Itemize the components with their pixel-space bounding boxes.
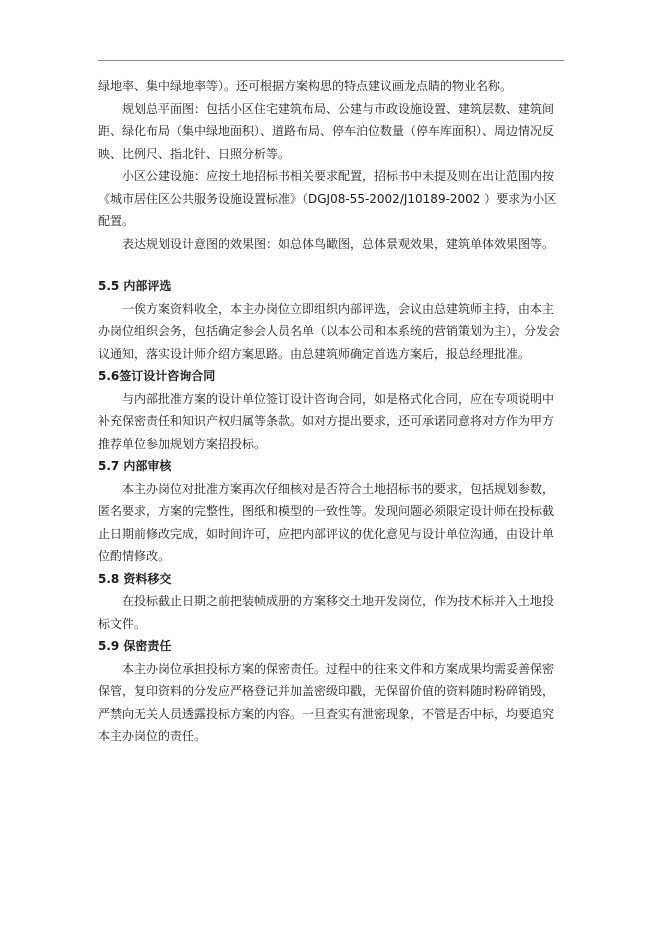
section-document-handover [98,568,564,636]
section-heading: 5.6签订设计咨询合同 [98,369,216,383]
section-heading: 5.7 内部审核 [98,459,172,473]
spacer [98,255,564,275]
paragraph-continuation: 绿地率、集中绿地率等）。还可根据方案构思的特点建议画龙点睛的物业名称。 [98,79,513,93]
section-internal-review [98,275,564,365]
section-confidentiality [98,635,564,748]
section-body: 与内部批准方案的设计单位签订设计咨询合同，如是格式化合同，应在专项说明中补充保密责任和知识产权归属等条款。如对方提出要求，还可承诺同意将对方作为甲方推荐单位参加规划方案招投标。 [98,391,555,451]
header-rule [98,60,564,61]
section-internal-audit [98,455,564,568]
section-heading: 5.5 内部评选 [98,279,172,293]
section-body: 在投标截止日期之前把装帧成册的方案移交土地开发岗位，作为技术标并入土地投标文件。 [98,594,555,631]
paragraph-site-plan: 规划总平面图：包括小区住宅建筑布局、公建与市政设施设置、建筑层数、建筑间距、绿化布局（集中绿地面积）、道路布局、停车泊位数量（停车库面积）、周边情况反映、比例尺、指北针、日照分析等。 [98,101,555,161]
section-body: 本主办岗位对批准方案再次仔细核对是否符合土地招标书的要求，包括规划参数，匿名要求，方案的完整性，图纸和模型的一致性等。发现问题必须限定设计师在投标截止日期前修改完成，如时间许可，应把内部评议的优化意见与设计单位沟通，由设计单位酌情修改。 [98,481,555,563]
section-heading: 5.8 资料移交 [98,571,172,586]
paragraph-public-facilities: 小区公建设施：应按土地招标书相关要求配置，招标书中未提及则在出让范围内按《城市居住区公共服务设施设置标准》（DGJ08-55-2002/J10189-2002 ）要求为小区配置。 [98,169,557,228]
section-body: 本主办岗位承担投标方案的保密责任。过程中的往来文件和方案成果均需妥善保密保管，复印资料的分发应严格登记并加盖密级印戳，无保留价值的资料随时粉碎销毁，严禁向无关人员透露投标方案的内容。一旦查实有泄密现象，不管是否中标，均要追究本主办岗位的责任。 [98,661,555,743]
paragraph-renderings: 表达规划设计意图的效果图：如总体鸟瞰图，总体景观效果，建筑单体效果图等。 [122,236,555,251]
document-body [98,75,564,748]
section-heading: 5.9 保密责任 [98,639,172,653]
section-consulting-contract [98,365,564,455]
section-body: 一俟方案资料收全，本主办岗位立即组织内部评选，会议由总建筑师主持，由本主办岗位组织会务，包括确定参会人员名单（以本公司和本系统的营销策划为主），分发会议通知，落实设计师介绍方案思路。由总建筑师确定首选方案后，报总经理批准。 [98,301,561,361]
